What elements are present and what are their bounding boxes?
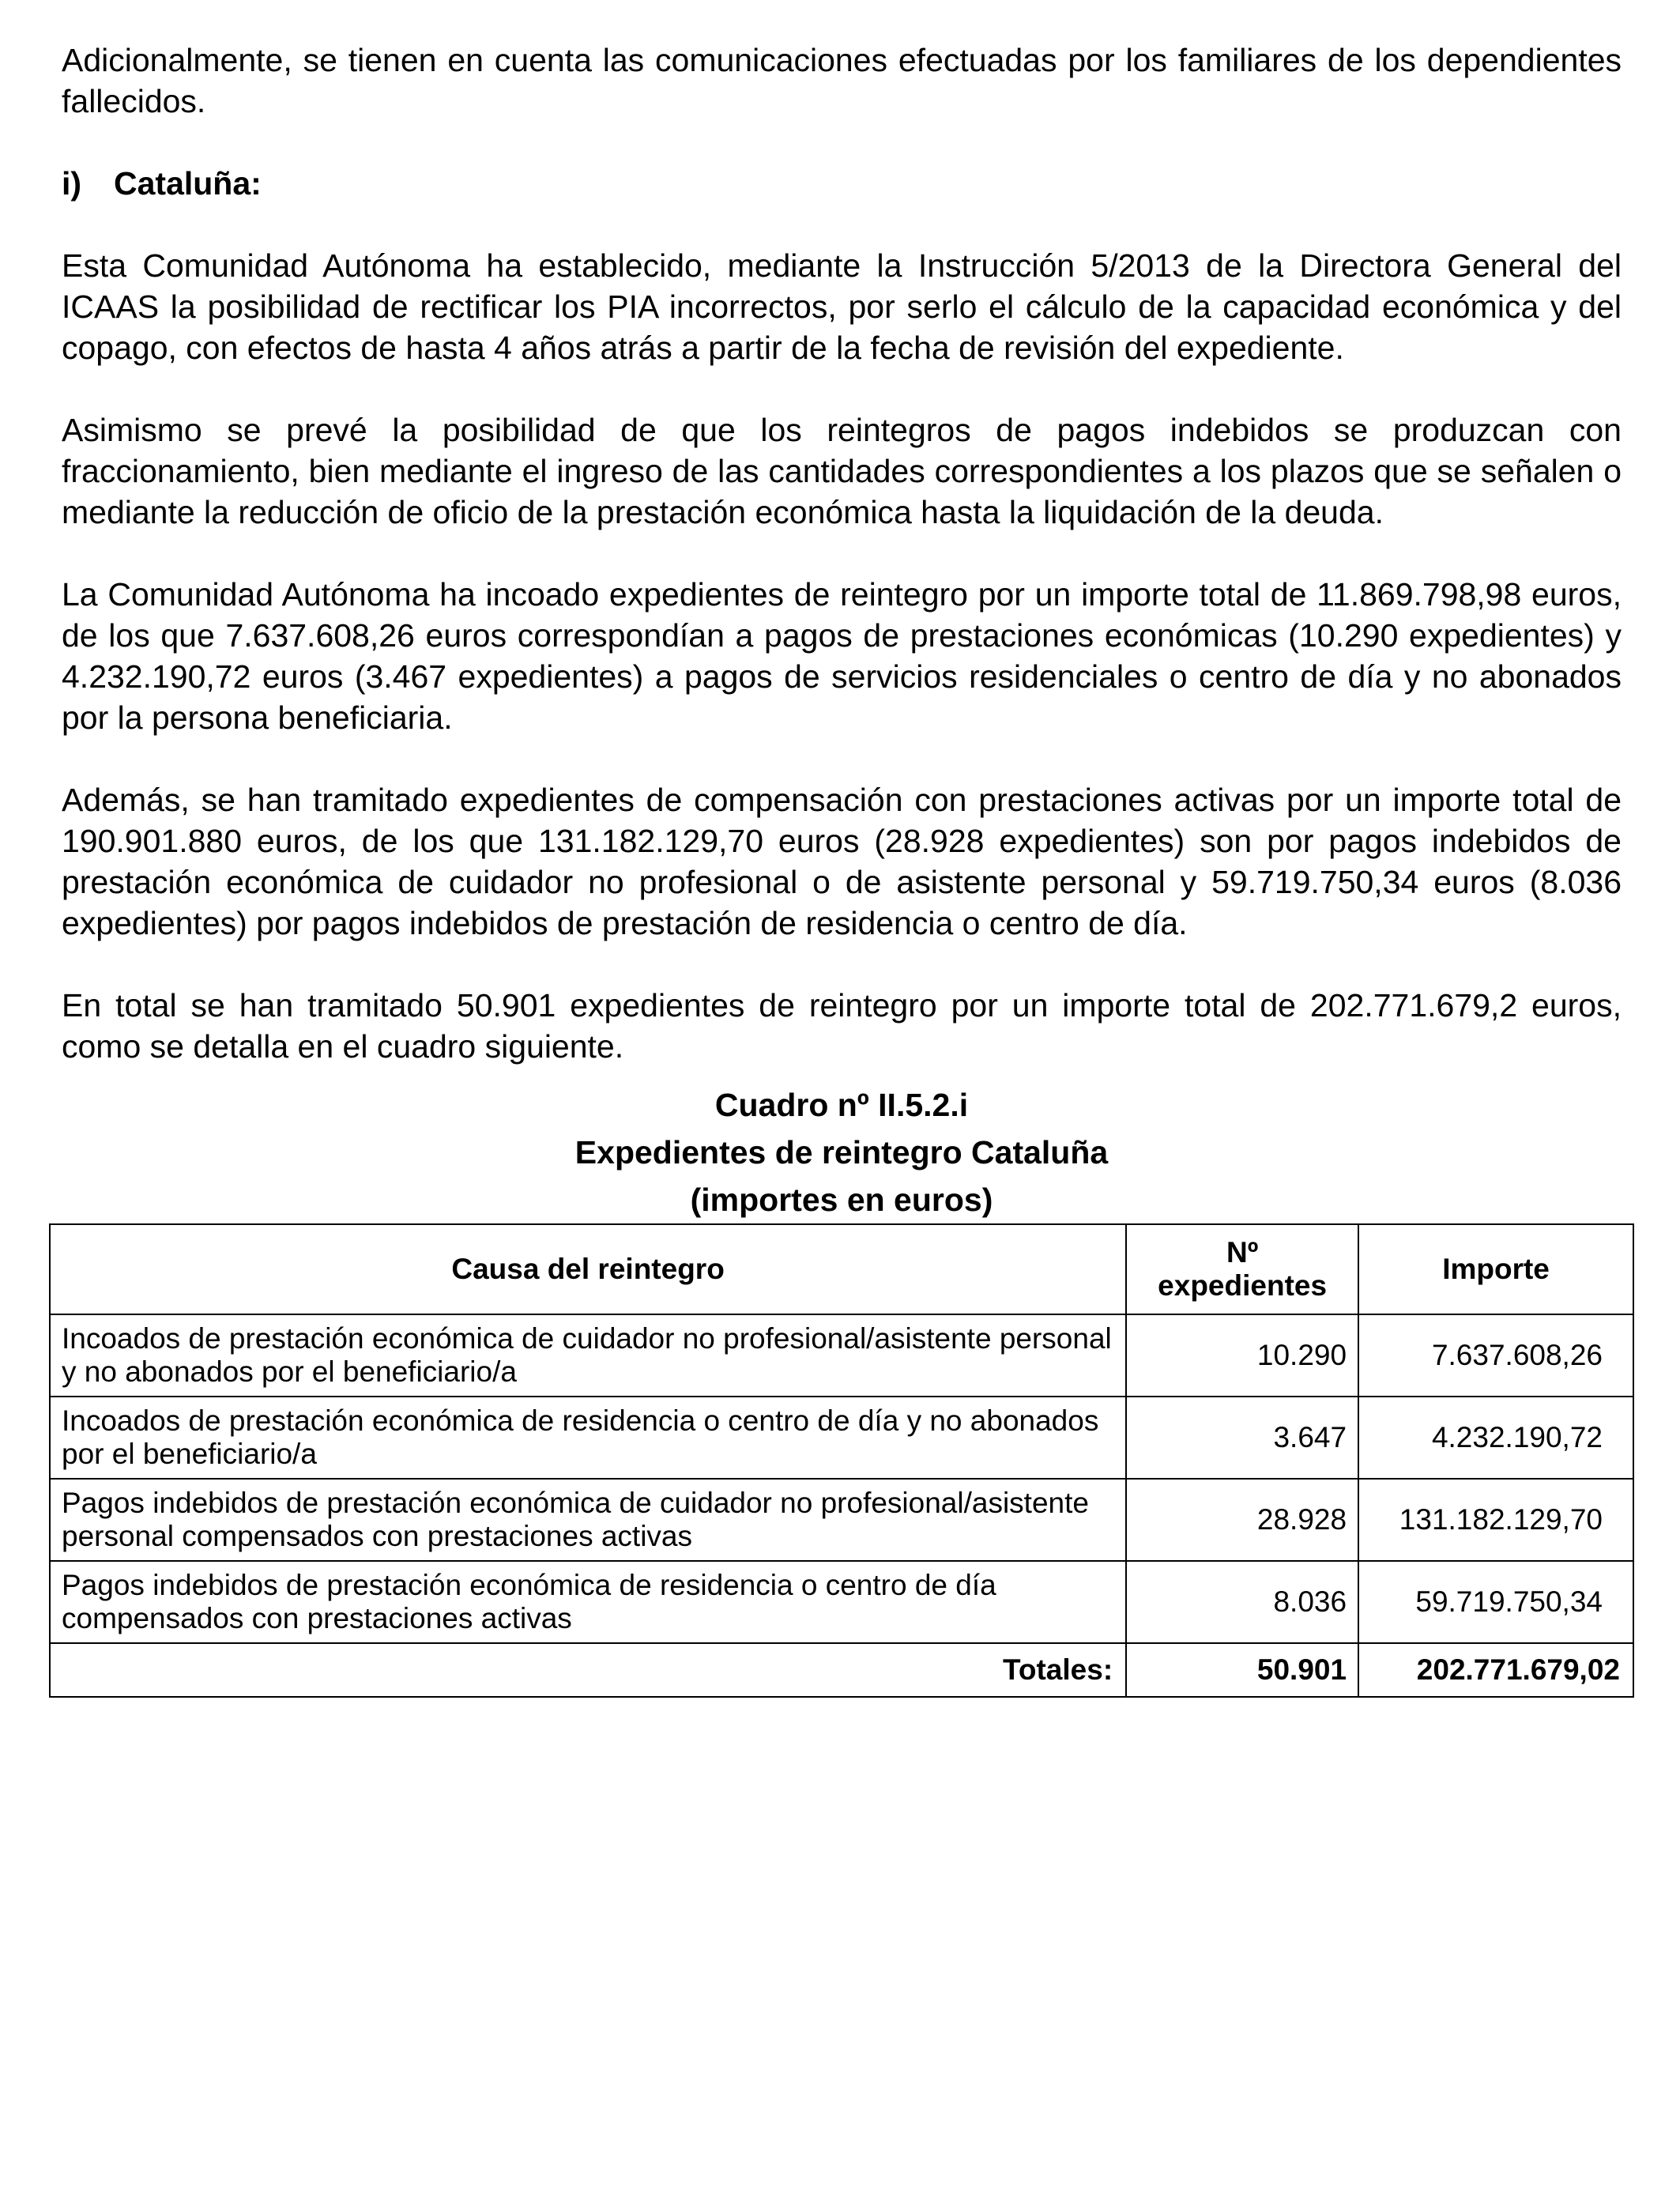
reintegro-table [49, 1223, 1634, 1698]
cell-causa: Incoados de prestación económica de residencia o centro de día y no abonados por el beneficiario/a [50, 1397, 1126, 1479]
header-num-line-1: Nº [1226, 1236, 1259, 1269]
table-row [50, 1397, 1633, 1479]
header-num-expedientes [1126, 1224, 1358, 1314]
table-row [50, 1561, 1633, 1643]
paragraph-compensacion: Además, se han tramitado expedientes de compensación con prestaciones activas por un importe total de 190.901.880 euros, de los que 131.182.129,70 euros (28.928 expedientes) son por pagos indebidos de prestación económica de cuidador no profesional o de asistente personal y 59.719.750,34 euros (8.036 expedientes) por pagos indebidos de prestación de residencia o centro de día. [62, 782, 1622, 941]
caption-line-2: Expedientes de reintegro Cataluña [574, 1134, 1109, 1171]
cell-causa: Incoados de prestación económica de cuidador no profesional/asistente personal y no abonados por el beneficiario/a [50, 1314, 1126, 1397]
header-num-line-2: expedientes [1158, 1269, 1328, 1302]
cell-num: 28.928 [1126, 1479, 1358, 1561]
document-page [62, 40, 1622, 1698]
paragraph-expedientes-incoados: La Comunidad Autónoma ha incoado expedientes de reintegro por un importe total de 11.869.798,98 euros, de los que 7.637.608,26 euros correspondían a pagos de prestaciones económicas (10.290 expedientes) y 4.232.190,72 euros (3.467 expedientes) a pagos de servicios residenciales o centro de día y no abonados por la persona beneficiaria. [62, 576, 1622, 736]
table-row [50, 1479, 1633, 1561]
header-importe: Importe [1358, 1224, 1633, 1314]
cell-importe: 4.232.190,72 [1358, 1397, 1633, 1479]
paragraph-fallecidos: Adicionalmente, se tienen en cuenta las comunicaciones efectuadas por los familiares de los dependientes fallecidos. [62, 42, 1622, 119]
caption-line-1: Cuadro nº II.5.2.i [714, 1087, 969, 1123]
totals-importe: 202.771.679,02 [1358, 1643, 1633, 1697]
paragraph-total: En total se han tramitado 50.901 expedientes de reintegro por un importe total de 202.771.679,2 euros, como se detalla en el cuadro siguiente. [62, 987, 1622, 1065]
table-row [50, 1314, 1633, 1397]
cell-num: 8.036 [1126, 1561, 1358, 1643]
table-totals-row [50, 1643, 1633, 1697]
cell-num: 10.290 [1126, 1314, 1358, 1397]
totals-label: Totales: [50, 1643, 1126, 1697]
cell-num: 3.647 [1126, 1397, 1358, 1479]
cell-importe: 7.637.608,26 [1358, 1314, 1633, 1397]
cell-importe: 59.719.750,34 [1358, 1561, 1633, 1643]
totals-num: 50.901 [1126, 1643, 1358, 1697]
cell-importe: 131.182.129,70 [1358, 1479, 1633, 1561]
cell-causa: Pagos indebidos de prestación económica de cuidador no profesional/asistente personal compensados con prestaciones activas [50, 1479, 1126, 1561]
section-letter: i) [62, 165, 82, 202]
paragraph-fraccionamiento: Asimismo se prevé la posibilidad de que los reintegros de pagos indebidos se produzcan con fraccionamiento, bien mediante el ingreso de las cantidades correspondientes a los plazos que se señalen o mediante la reducción de oficio de la prestación económica hasta la liquidación de la deuda. [62, 412, 1622, 530]
table-header-row [50, 1224, 1633, 1314]
table-caption [49, 1081, 1634, 1223]
section-heading-cataluna [62, 163, 1622, 204]
caption-line-3: (importes en euros) [690, 1182, 993, 1218]
header-causa: Causa del reintegro [50, 1224, 1126, 1314]
section-title: Cataluña: [114, 165, 262, 202]
cell-causa: Pagos indebidos de prestación económica de residencia o centro de día compensados con prestaciones activas [50, 1561, 1126, 1643]
paragraph-instruccion: Esta Comunidad Autónoma ha establecido, mediante la Instrucción 5/2013 de la Directora General del ICAAS la posibilidad de rectificar los PIA incorrectos, por serlo el cálculo de la capacidad económica y del copago, con efectos de hasta 4 años atrás a partir de la fecha de revisión del expediente. [62, 247, 1622, 366]
